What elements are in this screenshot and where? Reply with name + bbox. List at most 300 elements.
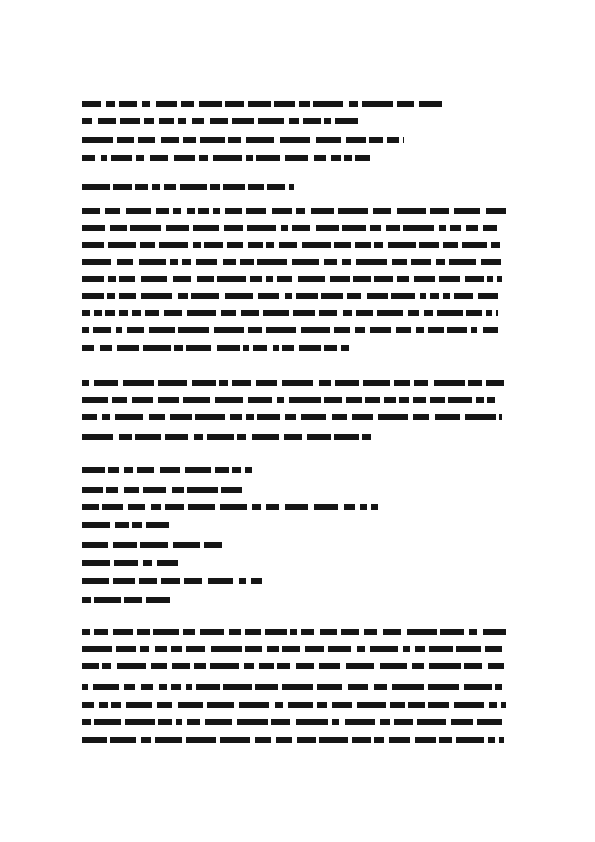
- text-fragment: [170, 259, 178, 265]
- text-fragment: [314, 504, 338, 510]
- text-fragment: [196, 684, 220, 690]
- text-fragment: [101, 155, 107, 161]
- text-fragment: [82, 646, 112, 652]
- text-fragment: [94, 629, 108, 635]
- text-fragment: [284, 434, 302, 440]
- text-fragment: [173, 208, 181, 214]
- text-fragment: [320, 629, 337, 635]
- text-fragment: [394, 380, 410, 386]
- text-fragment: [257, 414, 280, 420]
- text-fragment: [299, 345, 321, 351]
- text-fragment: [117, 259, 133, 265]
- text-fragment: [184, 578, 202, 584]
- text-fragment: [403, 646, 410, 652]
- text-fragment: [82, 597, 91, 603]
- text-fragment: [414, 276, 435, 282]
- text-fragment: [141, 737, 151, 743]
- text-fragment: [277, 276, 292, 282]
- text-fragment: [449, 259, 476, 265]
- text-fragment: [355, 327, 365, 333]
- text-fragment: [429, 663, 461, 669]
- text-fragment: [82, 137, 113, 143]
- text-fragment: [230, 414, 242, 420]
- text-fragment: [186, 646, 205, 652]
- paragraph-2-line-2: [82, 397, 498, 403]
- text-fragment: [289, 184, 294, 190]
- text-fragment: [465, 276, 484, 282]
- text-fragment: [232, 380, 251, 386]
- text-fragment: [248, 327, 262, 333]
- text-fragment: [199, 155, 208, 161]
- text-fragment: [82, 467, 105, 473]
- text-fragment: [149, 414, 165, 420]
- text-fragment: [429, 646, 453, 652]
- text-fragment: [252, 504, 261, 510]
- text-fragment: [239, 702, 269, 708]
- text-fragment: [151, 663, 167, 669]
- text-fragment: [107, 293, 115, 299]
- text-fragment: [331, 155, 341, 161]
- text-fragment: [244, 663, 254, 669]
- text-fragment: [82, 702, 94, 708]
- text-fragment: [353, 276, 371, 282]
- list-block-line-5: [82, 542, 222, 548]
- text-fragment: [140, 542, 168, 548]
- text-fragment: [82, 414, 97, 420]
- text-fragment: [82, 293, 104, 299]
- text-fragment: [141, 684, 153, 690]
- text-fragment: [144, 118, 154, 124]
- text-fragment: [198, 208, 209, 214]
- text-fragment: [82, 719, 91, 725]
- text-fragment: [436, 259, 445, 265]
- text-fragment: [225, 208, 242, 214]
- text-fragment: [192, 118, 204, 124]
- text-fragment: [158, 719, 172, 725]
- text-fragment: [140, 242, 155, 248]
- text-fragment: [450, 225, 461, 231]
- text-fragment: [106, 487, 118, 493]
- text-fragment: [384, 397, 396, 403]
- text-fragment: [344, 504, 355, 510]
- text-fragment: [296, 293, 318, 299]
- text-fragment: [82, 397, 108, 403]
- text-fragment: [332, 414, 347, 420]
- text-fragment: [192, 380, 216, 386]
- text-fragment: [82, 118, 92, 124]
- text-fragment: [178, 327, 209, 333]
- text-fragment: [397, 208, 426, 214]
- text-fragment: [105, 208, 120, 214]
- text-fragment: [272, 208, 292, 214]
- text-fragment: [165, 504, 184, 510]
- text-fragment: [343, 310, 352, 316]
- text-fragment: [210, 118, 228, 124]
- text-fragment: [363, 380, 390, 386]
- text-fragment: [221, 310, 236, 316]
- text-fragment: [143, 345, 171, 351]
- text-fragment: [469, 629, 477, 635]
- paragraph-1-line-6: [82, 293, 502, 299]
- text-fragment: [486, 380, 504, 386]
- text-fragment: [170, 414, 192, 420]
- text-fragment: [82, 578, 109, 584]
- text-fragment: [141, 293, 172, 299]
- text-fragment: [140, 646, 149, 652]
- text-fragment: [112, 397, 127, 403]
- text-fragment: [82, 560, 110, 566]
- text-fragment: [220, 504, 247, 510]
- text-fragment: [223, 184, 245, 190]
- text-fragment: [256, 155, 280, 161]
- text-fragment: [352, 737, 371, 743]
- text-fragment: [158, 397, 179, 403]
- text-fragment: [146, 597, 170, 603]
- text-fragment: [489, 702, 497, 708]
- text-fragment: [374, 684, 387, 690]
- text-fragment: [428, 702, 449, 708]
- text-fragment: [200, 137, 225, 143]
- text-fragment: [217, 345, 240, 351]
- text-fragment: [267, 184, 285, 190]
- text-fragment: [464, 663, 482, 669]
- text-fragment: [388, 242, 416, 248]
- text-fragment: [220, 737, 250, 743]
- text-fragment: [397, 101, 414, 107]
- text-fragment: [246, 414, 254, 420]
- text-fragment: [464, 684, 492, 690]
- text-fragment: [302, 242, 331, 248]
- text-fragment: [259, 663, 274, 669]
- text-fragment: [408, 702, 425, 708]
- text-fragment: [387, 137, 399, 143]
- text-fragment: [164, 184, 176, 190]
- text-fragment: [266, 242, 274, 248]
- paragraph-1-line-2: [82, 225, 502, 231]
- text-fragment: [319, 737, 348, 743]
- text-fragment: [356, 259, 387, 265]
- text-fragment: [117, 345, 139, 351]
- text-fragment: [94, 719, 121, 725]
- paragraph-3-line-2: [82, 646, 502, 652]
- paragraph-3-line-7: [82, 737, 504, 743]
- text-fragment: [328, 646, 351, 652]
- text-fragment: [267, 646, 279, 652]
- text-fragment: [155, 737, 182, 743]
- text-fragment: [317, 684, 342, 690]
- text-fragment: [108, 242, 136, 248]
- text-fragment: [282, 345, 294, 351]
- text-fragment: [319, 310, 337, 316]
- text-fragment: [243, 345, 249, 351]
- text-fragment: [495, 684, 502, 690]
- text-fragment: [383, 629, 401, 635]
- text-fragment: [377, 310, 403, 316]
- text-fragment: [370, 327, 391, 333]
- text-fragment: [223, 684, 252, 690]
- text-fragment: [82, 101, 101, 107]
- text-fragment: [316, 225, 339, 231]
- text-fragment: [357, 702, 386, 708]
- text-fragment: [150, 155, 168, 161]
- text-fragment: [399, 397, 409, 403]
- text-fragment: [258, 293, 279, 299]
- text-fragment: [172, 487, 184, 493]
- text-fragment: [298, 276, 325, 282]
- text-fragment: [413, 414, 429, 420]
- text-fragment: [108, 276, 116, 282]
- text-fragment: [161, 578, 180, 584]
- text-fragment: [111, 702, 121, 708]
- text-fragment: [82, 684, 88, 690]
- text-fragment: [113, 629, 133, 635]
- text-fragment: [456, 646, 481, 652]
- text-fragment: [428, 684, 459, 690]
- text-fragment: [324, 118, 331, 124]
- text-fragment: [156, 208, 169, 214]
- text-fragment: [416, 327, 424, 333]
- text-fragment: [82, 276, 104, 282]
- text-fragment: [281, 225, 288, 231]
- text-fragment: [146, 522, 169, 528]
- text-fragment: [396, 327, 411, 333]
- text-fragment: [486, 310, 492, 316]
- text-fragment: [194, 434, 203, 440]
- text-fragment: [123, 380, 154, 386]
- text-fragment: [82, 737, 107, 743]
- text-fragment: [488, 663, 504, 669]
- text-fragment: [135, 184, 148, 190]
- text-fragment: [307, 434, 331, 440]
- text-fragment: [248, 397, 272, 403]
- text-fragment: [454, 208, 480, 214]
- text-fragment: [187, 719, 200, 725]
- text-fragment: [132, 310, 141, 316]
- text-fragment: [266, 276, 273, 282]
- text-fragment: [124, 467, 133, 473]
- text-fragment: [214, 327, 244, 333]
- text-fragment: [273, 345, 279, 351]
- text-fragment: [478, 293, 498, 299]
- text-fragment: [367, 293, 388, 299]
- text-fragment: [171, 684, 181, 690]
- text-fragment: [390, 702, 405, 708]
- text-fragment: [437, 310, 463, 316]
- text-fragment: [485, 646, 502, 652]
- text-fragment: [454, 702, 484, 708]
- text-fragment: [191, 293, 219, 299]
- text-fragment: [477, 719, 502, 725]
- text-fragment: [82, 242, 104, 248]
- text-fragment: [248, 101, 271, 107]
- text-fragment: [188, 504, 215, 510]
- text-fragment: [292, 259, 319, 265]
- text-fragment: [386, 225, 400, 231]
- text-fragment: [374, 242, 383, 248]
- text-fragment: [100, 345, 112, 351]
- text-fragment: [481, 259, 501, 265]
- text-fragment: [346, 137, 366, 143]
- text-fragment: [105, 310, 115, 316]
- paragraph-2-line-4: [82, 434, 372, 440]
- text-fragment: [245, 646, 262, 652]
- paragraph-1-line-9: [82, 345, 350, 351]
- text-fragment: [160, 467, 180, 473]
- text-fragment: [417, 719, 446, 725]
- text-fragment: [94, 597, 121, 603]
- text-fragment: [102, 504, 123, 510]
- text-fragment: [499, 414, 502, 420]
- text-fragment: [253, 345, 267, 351]
- text-fragment: [82, 380, 89, 386]
- text-fragment: [98, 118, 116, 124]
- text-fragment: [324, 259, 337, 265]
- text-fragment: [183, 629, 195, 635]
- text-fragment: [280, 137, 310, 143]
- text-fragment: [173, 542, 200, 548]
- text-fragment: [424, 310, 433, 316]
- text-fragment: [93, 327, 111, 333]
- text-fragment: [371, 504, 378, 510]
- text-fragment: [397, 276, 409, 282]
- text-fragment: [352, 414, 373, 420]
- text-fragment: [454, 293, 473, 299]
- text-fragment: [224, 225, 243, 231]
- text-fragment: [265, 629, 287, 635]
- text-fragment: [285, 293, 292, 299]
- list-block-line-4: [82, 522, 174, 528]
- text-fragment: [342, 259, 351, 265]
- text-fragment: [82, 663, 99, 669]
- text-fragment: [195, 414, 225, 420]
- text-fragment: [120, 118, 140, 124]
- text-fragment: [143, 560, 152, 566]
- text-fragment: [301, 327, 330, 333]
- list-block-line-1: [82, 467, 252, 473]
- text-fragment: [248, 242, 263, 248]
- text-fragment: [483, 225, 497, 231]
- text-fragment: [111, 155, 132, 161]
- text-fragment: [237, 434, 246, 440]
- text-fragment: [102, 414, 110, 420]
- text-fragment: [496, 310, 498, 316]
- text-fragment: [186, 345, 211, 351]
- text-fragment: [124, 487, 139, 493]
- text-fragment: [82, 504, 99, 510]
- text-fragment: [430, 397, 445, 403]
- text-fragment: [82, 345, 94, 351]
- text-fragment: [341, 345, 349, 351]
- text-fragment: [159, 684, 167, 690]
- text-fragment: [94, 310, 102, 316]
- text-fragment: [313, 101, 343, 107]
- text-fragment: [248, 184, 264, 190]
- text-fragment: [355, 242, 371, 248]
- text-fragment: [164, 310, 182, 316]
- text-fragment: [250, 276, 262, 282]
- text-fragment: [305, 646, 324, 652]
- text-fragment: [501, 702, 506, 708]
- text-fragment: [187, 487, 218, 493]
- text-fragment: [468, 380, 482, 386]
- text-fragment: [156, 101, 177, 107]
- text-fragment: [181, 101, 194, 107]
- text-fragment: [389, 737, 410, 743]
- text-fragment: [316, 137, 341, 143]
- text-fragment: [145, 310, 159, 316]
- text-fragment: [251, 578, 262, 584]
- text-fragment: [285, 504, 308, 510]
- text-fragment: [166, 225, 189, 231]
- text-fragment: [439, 225, 446, 231]
- text-fragment: [127, 327, 144, 333]
- text-fragment: [82, 259, 111, 265]
- text-fragment: [403, 137, 404, 143]
- text-fragment: [419, 101, 442, 107]
- text-fragment: [173, 276, 191, 282]
- text-fragment: [419, 242, 439, 248]
- text-fragment: [407, 629, 437, 635]
- text-fragment: [491, 242, 500, 248]
- text-fragment: [207, 702, 234, 708]
- text-fragment: [227, 242, 243, 248]
- text-fragment: [483, 629, 506, 635]
- text-fragment: [275, 702, 283, 708]
- text-fragment: [215, 397, 243, 403]
- text-fragment: [346, 397, 362, 403]
- text-fragment: [345, 719, 375, 725]
- text-fragment: [82, 327, 89, 333]
- text-fragment: [139, 578, 157, 584]
- text-fragment: [159, 118, 174, 124]
- text-fragment: [282, 684, 313, 690]
- text-fragment: [332, 702, 352, 708]
- text-fragment: [462, 242, 487, 248]
- text-fragment: [157, 702, 172, 708]
- text-fragment: [186, 684, 192, 690]
- text-fragment: [263, 310, 289, 316]
- text-fragment: [110, 225, 127, 231]
- text-fragment: [174, 155, 195, 161]
- text-fragment: [208, 578, 233, 584]
- text-fragment: [141, 276, 167, 282]
- text-fragment: [370, 225, 381, 231]
- text-fragment: [157, 560, 178, 566]
- text-fragment: [82, 542, 108, 548]
- text-fragment: [369, 137, 383, 143]
- text-fragment: [149, 327, 175, 333]
- text-fragment: [142, 101, 150, 107]
- text-fragment: [380, 719, 390, 725]
- text-fragment: [193, 225, 219, 231]
- text-fragment: [276, 737, 292, 743]
- text-fragment: [213, 155, 242, 161]
- text-fragment: [266, 504, 279, 510]
- text-fragment: [82, 434, 113, 440]
- text-fragment: [245, 467, 252, 473]
- text-fragment: [246, 137, 274, 143]
- text-fragment: [257, 259, 287, 265]
- text-fragment: [488, 737, 495, 743]
- text-fragment: [334, 434, 359, 440]
- text-fragment: [255, 684, 278, 690]
- text-fragment: [332, 719, 339, 725]
- paragraph-3-line-6: [82, 719, 502, 725]
- text-fragment: [392, 684, 424, 690]
- text-fragment: [499, 737, 504, 743]
- text-fragment: [373, 208, 391, 214]
- paragraph-3-line-5: [82, 702, 506, 708]
